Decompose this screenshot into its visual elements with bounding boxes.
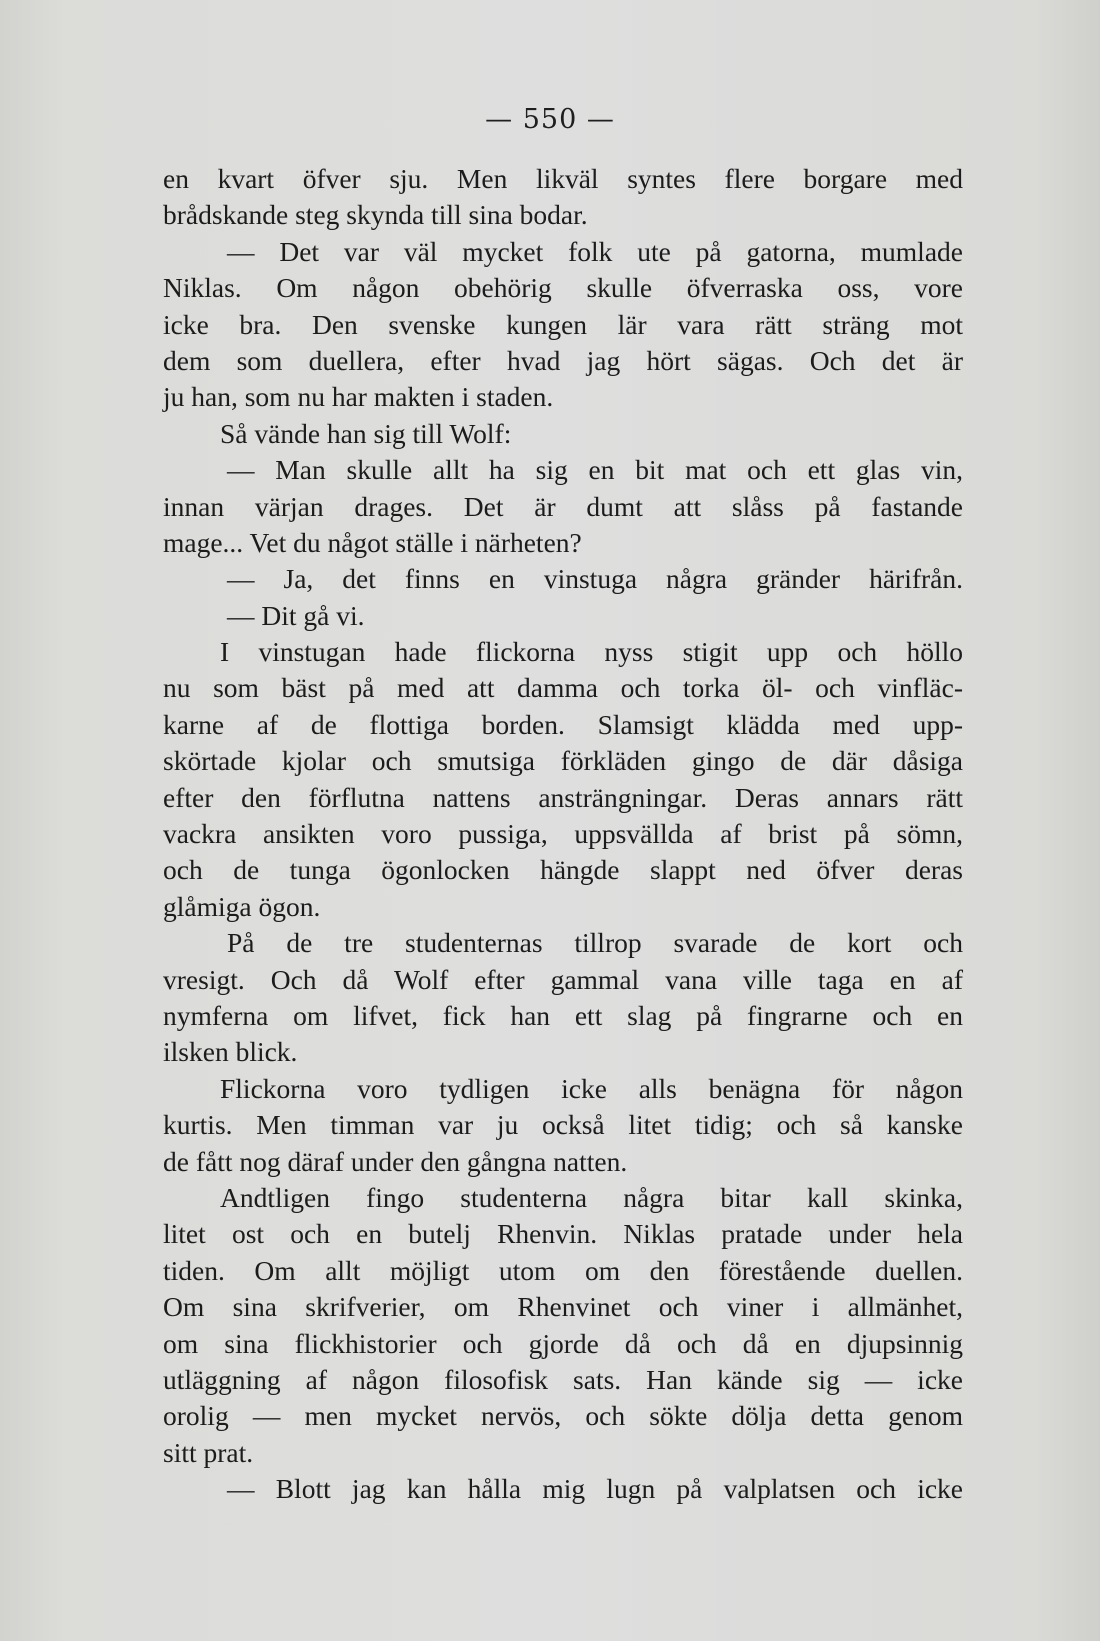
text-line: dem som duellera, efter hvad jag hört sägas. Och det är	[163, 344, 963, 376]
text-line: skörtade kjolar och smutsiga förkläden gingo de där dåsiga	[163, 745, 963, 777]
page-number: — 550 —	[485, 104, 615, 135]
text-line: I vinstugan hade flickorna nyss stigit upp och höllo	[220, 636, 963, 668]
text-line: Så vände han sig till Wolf:	[220, 417, 512, 449]
text-line: glåmiga ögon.	[163, 890, 321, 922]
text-line: sitt prat.	[163, 1436, 254, 1468]
text-line: om sina flickhistorier och gjorde då och då en djupsinnig	[163, 1327, 963, 1359]
text-line: innan värjan drages. Det är dumt att slåss på fastande	[163, 490, 963, 522]
text-line: litet ost och en butelj Rhenvin. Niklas pratade under hela	[163, 1218, 963, 1250]
text-line: — Det var väl mycket folk ute på gatorna, mumlade	[227, 235, 963, 267]
body-text	[163, 161, 963, 1507]
text-line: en kvart öfver sju. Men likväl syntes flere borgare med	[163, 163, 963, 194]
text-line: och de tunga ögonlocken hängde slappt ned öfver deras	[163, 854, 963, 886]
text-line: utläggning af någon filosofisk sats. Han kände sig — icke	[163, 1363, 963, 1395]
text-line: Niklas. Om någon obehörig skulle öfverraska oss, vore	[163, 272, 963, 304]
text-line: — Ja, det finns en vinstuga några gränder härifrån.	[227, 563, 963, 595]
text-line: kurtis. Men timman var ju också litet tidig; och så kanske	[163, 1109, 963, 1141]
text-line: På de tre studenternas tillrop svarade de kort och	[227, 927, 963, 959]
text-line: brådskande steg skynda till sina bodar.	[163, 199, 588, 231]
text-line: nymferna om lifvet, fick han ett slag på fingrarne och en	[163, 999, 963, 1031]
text-line: de fått nog däraf under den gångna natten.	[163, 1145, 628, 1177]
text-line: karne af de flottiga borden. Slamsigt klädda med upp-	[163, 708, 963, 740]
text-line: efter den förflutna nattens ansträngningar. Deras annars rätt	[163, 781, 963, 813]
text-line: — Man skulle allt ha sig en bit mat och ett glas vin,	[227, 454, 963, 486]
text-line: icke bra. Den svenske kungen lär vara rätt sträng mot	[163, 308, 963, 340]
text-line: mage... Vet du något ställe i närheten?	[163, 526, 582, 558]
text-line: Om sina skrifverier, om Rhenvinet och viner i allmänhet,	[163, 1291, 963, 1323]
text-line: — Blott jag kan hålla mig lugn på valplatsen och icke	[227, 1473, 963, 1505]
text-line: ju han, som nu har makten i staden.	[163, 381, 554, 413]
text-line: tiden. Om allt möjligt utom om den förestående duellen.	[163, 1254, 963, 1286]
text-line: ilsken blick.	[163, 1036, 298, 1068]
text-line: — Dit gå vi.	[227, 599, 365, 631]
text-line: Flickorna voro tydligen icke alls benägna för någon	[220, 1072, 963, 1104]
text-line: orolig — men mycket nervös, och sökte dölja detta genom	[163, 1400, 963, 1432]
text-line: vresigt. Och då Wolf efter gammal vana ville taga en af	[163, 963, 963, 995]
text-line: vackra ansikten voro pussiga, uppsvällda af brist på sömn,	[163, 818, 963, 850]
text-line: Andtligen fingo studenterna några bitar kall skinka,	[220, 1181, 963, 1213]
text-line: nu som bäst på med att damma och torka öl- och vinfläc-	[163, 672, 963, 704]
